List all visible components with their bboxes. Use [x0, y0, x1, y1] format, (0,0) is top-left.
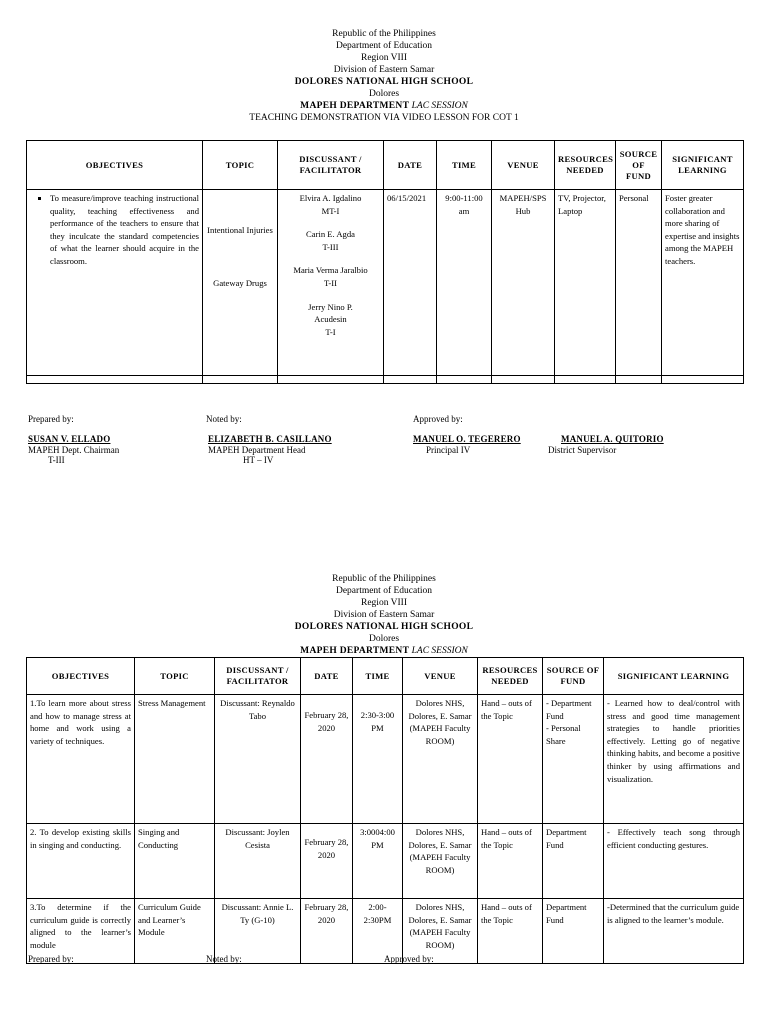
- discussant-name: Elvira A. Igdalino: [299, 193, 362, 203]
- topic-cell: [203, 190, 278, 376]
- department-line: [0, 100, 768, 112]
- col-header-time: TIME: [437, 141, 492, 190]
- resources-cell: Hand – outs of the Topic: [478, 824, 543, 899]
- resources-cell: Hand – outs of the Topic: [478, 695, 543, 824]
- session-name: LAC SESSION: [411, 646, 468, 656]
- session-name: LAC SESSION: [411, 101, 468, 111]
- discussant-name: Acudesin: [314, 314, 347, 325]
- discussant-cell: Discussant: Annie L. Ty (G-10): [215, 899, 301, 964]
- learning-cell: Foster greater collaboration and more sharing of expertise and insights among the MAPEH teachers.: [662, 190, 744, 376]
- col-header-resources: RESOURCES NEEDED: [555, 141, 616, 190]
- approved-by-label: Approved by:: [384, 954, 434, 964]
- col-header-fund: SOURCE OF FUND: [543, 658, 604, 695]
- venue-cell: Dolores NHS, Dolores, E. Samar (MAPEH Faculty ROOM): [403, 899, 478, 964]
- venue-cell: MAPEH/SPS Hub: [492, 190, 555, 376]
- col-header-date: DATE: [301, 658, 353, 695]
- noted-by-label: Noted by:: [206, 954, 242, 964]
- noted-by-label: Noted by:: [206, 414, 242, 424]
- objective-cell: 3.To determine if the curriculum guide is correctly aligned to the learner’s module: [27, 899, 135, 964]
- col-header-objectives: OBJECTIVES: [27, 141, 203, 190]
- prepared-by-label: Prepared by:: [28, 414, 74, 424]
- learning-cell: -Determined that the curriculum guide is aligned to the learner’s module.: [604, 899, 744, 964]
- table-row-empty: [27, 376, 744, 384]
- header-line: Republic of the Philippines: [332, 574, 436, 584]
- objective-cell: 1.To learn more about stress and how to manage stress at home and work using a variety of techniques.: [27, 695, 135, 824]
- fund-cell: Department Fund: [543, 899, 604, 964]
- document-header-1: [0, 28, 768, 124]
- discussant-cell: [278, 190, 384, 376]
- town-name: Dolores: [368, 634, 400, 644]
- header-line: Region VIII: [361, 53, 407, 63]
- col-header-resources: RESOURCES NEEDED: [478, 658, 543, 695]
- topic-cell: Singing and Conducting: [135, 824, 215, 899]
- approved-by-role: Principal IV: [426, 445, 471, 455]
- approved-by-label: Approved by:: [413, 414, 463, 424]
- resources-cell: TV, Projector, Laptop: [555, 190, 616, 376]
- date-cell: February 28, 2020: [301, 824, 353, 899]
- prepared-by-rank: T-III: [48, 455, 65, 465]
- department-name: MAPEH DEPARTMENT: [300, 646, 410, 656]
- col-header-date: DATE: [384, 141, 437, 190]
- header-line: Region VIII: [361, 598, 407, 608]
- discussant-rank: MT-I: [321, 205, 340, 216]
- col-header-learning: SIGNIFICANT LEARNING: [662, 141, 744, 190]
- col-header-time: TIME: [353, 658, 403, 695]
- school-name: DOLORES NATIONAL HIGH SCHOOL: [294, 77, 474, 87]
- fund-cell: [543, 695, 604, 824]
- header-line: Division of Eastern Samar: [333, 610, 435, 620]
- learning-cell: - Learned how to deal/control with stress and good time management strategies to handle priorities effectively. Letting go of negative thinking habits, and become a positive thinker by using affirmations and visualization.: [604, 695, 744, 824]
- lac-session-table-2: [26, 657, 744, 964]
- town-name: Dolores: [368, 89, 400, 99]
- supervisor-name: MANUEL A. QUITORIO: [561, 434, 664, 444]
- prepared-by-role: MAPEH Dept. Chairman: [28, 445, 120, 455]
- header-line: Department of Education: [335, 41, 433, 51]
- lac-session-table-1: [26, 140, 744, 384]
- discussant-rank: T-III: [322, 241, 339, 252]
- approved-by-name: MANUEL O. TEGERERO: [413, 434, 521, 444]
- time-cell: 2:30-3:00 PM: [353, 695, 403, 824]
- prepared-by-label: Prepared by:: [28, 954, 74, 964]
- col-header-venue: VENUE: [403, 658, 478, 695]
- col-header-fund: SOURCE OF FUND: [616, 141, 662, 190]
- table-row: [27, 824, 744, 899]
- col-header-topic: TOPIC: [203, 141, 278, 190]
- col-header-topic: TOPIC: [135, 658, 215, 695]
- col-header-discussant: DISCUSSANT / FACILITATOR: [278, 141, 384, 190]
- time-cell: 2:00-2:30PM: [353, 899, 403, 964]
- objective-cell: [27, 190, 203, 376]
- noted-by-rank: HT – IV: [243, 455, 274, 465]
- col-header-venue: VENUE: [492, 141, 555, 190]
- objective-cell: 2. To develop existing skills in singing and conducting.: [27, 824, 135, 899]
- prepared-by-name: SUSAN V. ELLADO: [28, 434, 111, 444]
- objective-text: ▪ To measure/improve teaching instructional quality, teaching effectiveness and performance of the teachers to ensure that they inculcate the standard competencies of what the learner should acquire in the classroom.: [50, 192, 199, 268]
- discussant-name: Jerry Nino P.: [308, 301, 353, 312]
- document-header-2: [0, 573, 768, 657]
- discussant-cell: Discussant: Reynaldo Tabo: [215, 695, 301, 824]
- school-name: DOLORES NATIONAL HIGH SCHOOL: [294, 622, 474, 632]
- supervisor-role: District Supervisor: [548, 445, 617, 455]
- date-cell: 06/15/2021: [384, 190, 437, 376]
- col-header-objectives: OBJECTIVES: [27, 658, 135, 695]
- fund-cell: Department Fund: [543, 824, 604, 899]
- topic-text: Gateway Drugs: [213, 277, 267, 288]
- time-cell: 3:0004:00 PM: [353, 824, 403, 899]
- venue-cell: Dolores NHS, Dolores, E. Samar (MAPEH Faculty ROOM): [403, 695, 478, 824]
- topic-cell: Curriculum Guide and Learner’s Module: [135, 899, 215, 964]
- fund-line: - Department Fund: [546, 698, 592, 721]
- discussant-name: Maria Verma Jaralbio: [293, 265, 368, 276]
- discussant-name: Carin E. Agda: [306, 229, 355, 240]
- noted-by-name: ELIZABETH B. CASILLANO: [208, 434, 332, 444]
- time-cell: 9:00-11:00 am: [437, 190, 492, 376]
- table-header-row: [27, 141, 744, 190]
- col-header-learning: SIGNIFICANT LEARNING: [604, 658, 744, 695]
- learning-cell: - Effectively teach song through efficient conducting gestures.: [604, 824, 744, 899]
- table-header-row: [27, 658, 744, 695]
- department-line: [0, 645, 768, 657]
- header-line: Department of Education: [335, 586, 433, 596]
- date-cell: February 28, 2020: [301, 695, 353, 824]
- resources-cell: Hand – outs of the Topic: [478, 899, 543, 964]
- noted-by-role: MAPEH Department Head: [208, 445, 306, 455]
- venue-cell: Dolores NHS, Dolores, E. Samar (MAPEH Faculty ROOM): [403, 824, 478, 899]
- topic-cell: Stress Management: [135, 695, 215, 824]
- discussant-rank: T-I: [325, 326, 336, 337]
- discussant-cell: Discussant: Joylen Cesista: [215, 824, 301, 899]
- department-name: MAPEH DEPARTMENT: [300, 101, 410, 111]
- fund-line: - Personal Share: [546, 723, 581, 746]
- table-row: [27, 695, 744, 824]
- discussant-rank: T-II: [323, 277, 338, 288]
- fund-cell: Personal: [616, 190, 662, 376]
- topic-text: Intentional Injuries: [207, 225, 273, 235]
- document-subtitle: TEACHING DEMONSTRATION VIA VIDEO LESSON FOR COT 1: [249, 113, 519, 123]
- header-line: Republic of the Philippines: [332, 29, 436, 39]
- col-header-discussant: DISCUSSANT / FACILITATOR: [215, 658, 301, 695]
- date-cell: February 28, 2020: [301, 899, 353, 964]
- header-line: Division of Eastern Samar: [333, 65, 435, 75]
- table-row: [27, 190, 744, 376]
